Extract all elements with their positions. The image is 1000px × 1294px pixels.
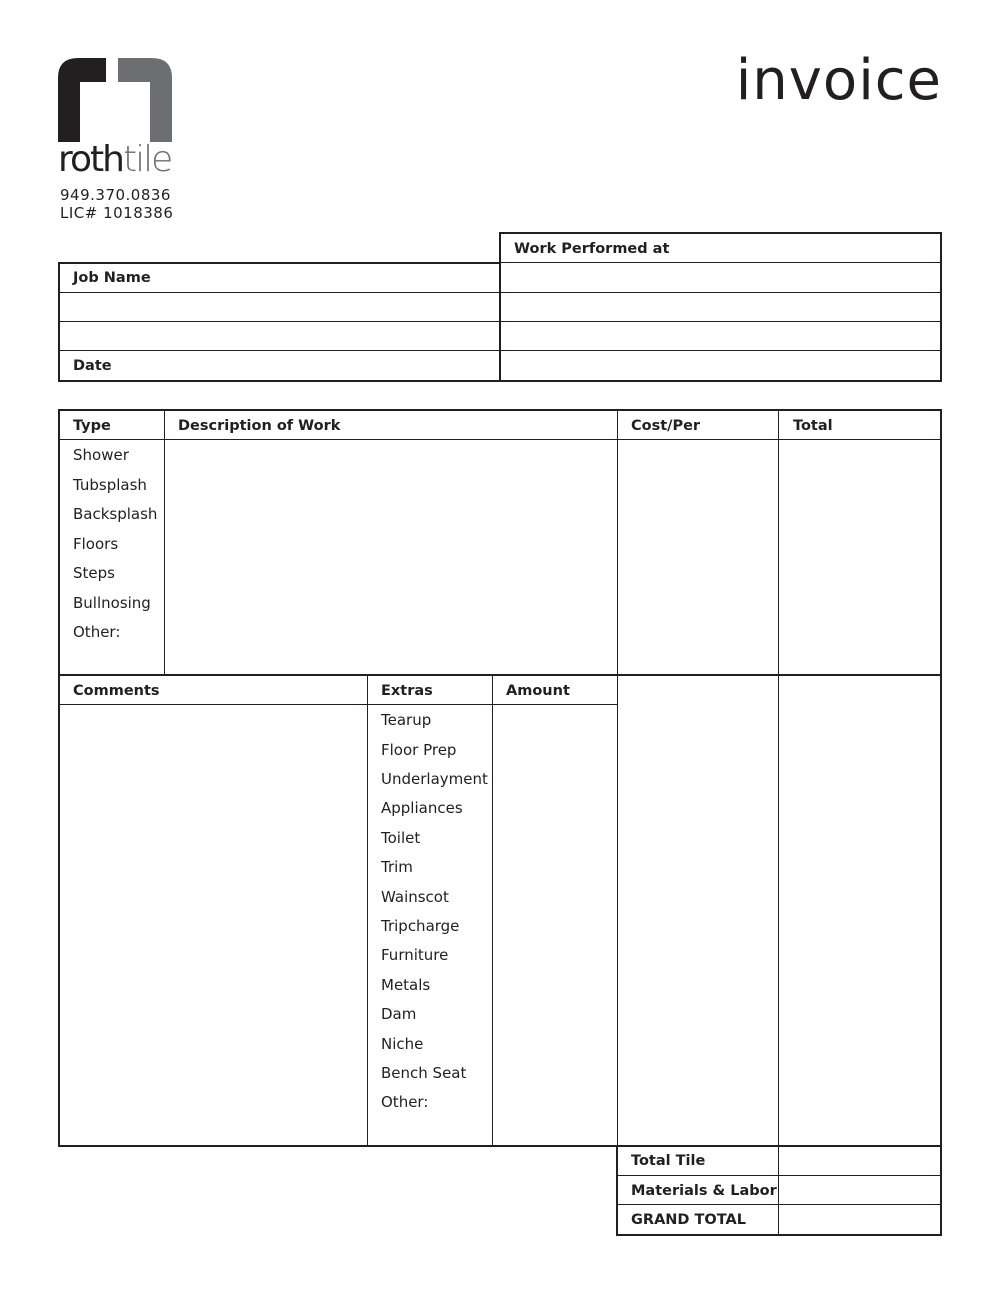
type-header: Type (73, 418, 111, 434)
description-field[interactable] (166, 441, 616, 673)
brand-name-part2: tile (122, 139, 172, 180)
comments-header: Comments (73, 683, 160, 699)
type-item: Steps (73, 564, 115, 582)
materials-labor-field[interactable] (780, 1177, 939, 1203)
extras-header: Extras (381, 683, 433, 699)
grand-total-field[interactable] (780, 1206, 939, 1233)
extras-item: Appliances (381, 799, 463, 817)
extras-item: Bench Seat (381, 1064, 467, 1082)
roth-tile-logo-icon (58, 58, 172, 142)
extras-item: Wainscot (381, 888, 449, 906)
type-item: Backsplash (73, 505, 158, 523)
extras-item: Dam (381, 1005, 417, 1023)
brand-name-part1: roth (58, 139, 123, 180)
extras-item: Tripcharge (381, 917, 460, 935)
amount-field[interactable] (494, 706, 616, 1144)
cost-per-field[interactable] (619, 441, 777, 673)
extras-item: Metals (381, 976, 431, 994)
job-name-field[interactable] (60, 293, 498, 350)
phone-number: 949.370.0836 (60, 186, 171, 204)
cost-per-header: Cost/Per (631, 418, 701, 434)
type-item: Other: (73, 623, 121, 641)
grand-total-label: GRAND TOTAL (631, 1212, 746, 1228)
type-item: Tubsplash (73, 476, 147, 494)
extras-item: Furniture (381, 946, 449, 964)
extras-item: Other: (381, 1093, 429, 1111)
job-name-label: Job Name (73, 270, 151, 286)
work-performed-label: Work Performed at (514, 241, 670, 257)
extras-item: Tearup (381, 711, 432, 729)
date-field[interactable] (120, 352, 498, 380)
date-label: Date (73, 358, 112, 374)
extras-item: Floor Prep (381, 741, 457, 759)
total-tile-label: Total Tile (631, 1153, 706, 1169)
document-title: invoice (735, 48, 942, 113)
total-tile-field[interactable] (780, 1148, 939, 1174)
comments-field[interactable] (60, 706, 366, 1144)
license-number: LIC# 1018386 (60, 204, 174, 222)
total-header: Total (793, 418, 833, 434)
type-item: Floors (73, 535, 119, 553)
extras-item: Toilet (381, 829, 421, 847)
brand-wordmark (58, 140, 171, 180)
materials-labor-label: Materials & Labor (631, 1183, 777, 1199)
description-header: Description of Work (178, 418, 341, 434)
type-item: Bullnosing (73, 594, 151, 612)
work-performed-field[interactable] (501, 264, 939, 350)
amount-header: Amount (506, 683, 570, 699)
brand-contact (60, 186, 173, 222)
extras-item: Trim (381, 858, 413, 876)
type-item: Shower (73, 446, 129, 464)
extras-item: Underlayment (381, 770, 488, 788)
total-field[interactable] (780, 441, 939, 673)
extras-item: Niche (381, 1035, 424, 1053)
